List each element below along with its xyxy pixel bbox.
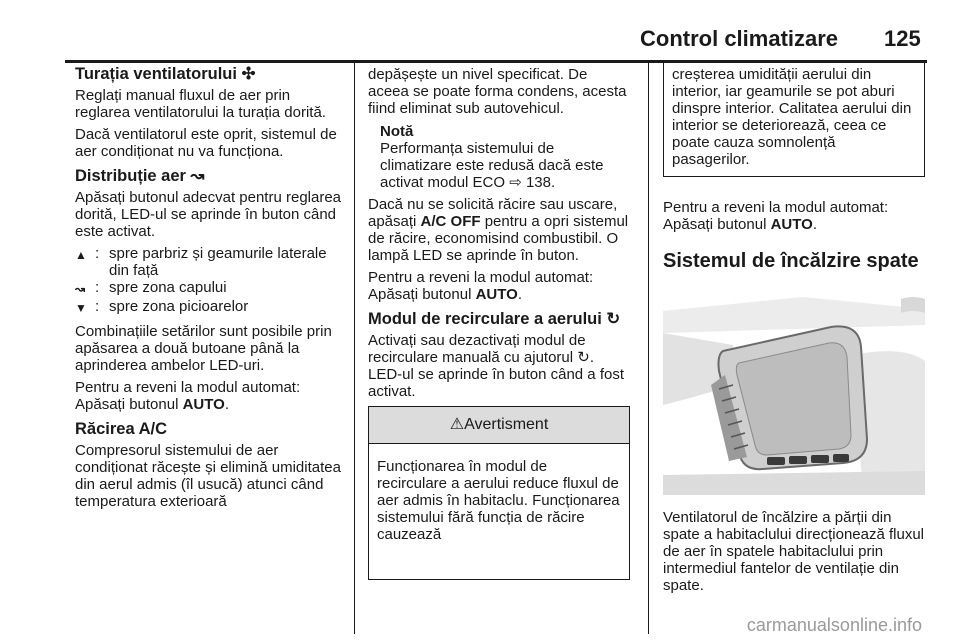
warning-header: ⚠Avertisment [369, 407, 629, 444]
legend-item: ↝ : spre zona capului [75, 279, 227, 296]
watermark: carmanualsonline.info [746, 615, 922, 635]
column-3 [663, 66, 925, 599]
page-header-title: Control climatizare [640, 26, 839, 51]
vent-slot [767, 457, 785, 465]
head-area-icon: ↝ [75, 282, 86, 296]
paragraph: Pentru a reveni la modul automat: Apăsați butonul AUTO. [663, 199, 889, 233]
seat-edge-shape [901, 297, 925, 313]
warning-box [368, 406, 630, 580]
console-top-panel [736, 343, 851, 455]
paragraph: Apăsați butonul adecvat pentru reglarea dorită, LED-ul se aprinde în buton când este activat. [75, 189, 342, 240]
paragraph: depășește un nivel specificat. De aceea se poate forma condens, acesta fiind eliminat sub autovehicul. [368, 66, 627, 117]
legend-item: ▲ : spre parbriz și geamurile laterale din față [75, 245, 327, 279]
paragraph: Dacă nu se solicită răcire sau uscare, apăsați A/C OFF pentru a opri sistemul de răcire, economisind combustibil. O lampă LED se aprinde în buton. [368, 196, 629, 264]
paragraph: Ventilatorul de încălzire a părții din spate a habitaclului direcționează fluxul de aer în spatele habitaclului prin intermediul fantelor de ventilație din spate. [663, 509, 924, 594]
distribution-legend [75, 245, 345, 317]
air-distribution-icon: ↝ [190, 167, 205, 185]
note-title: Notă [380, 123, 414, 140]
warning-text: Funcționarea în modul de recirculare a aerului reduce fluxul de aer admis în habitaclu. Funcționarea sistemului fără funcția de răcire cauzează [377, 458, 620, 543]
warning-continuation-box: creșterea umidității aerului din interior, iar geamurile se pot aburi dinspre interior. Calitatea aerului din interior se deteriorează, ceea ce poate cauza somnolență pasagerilor. [663, 62, 925, 177]
warning-icon: ⚠ [449, 416, 465, 433]
note-block: Notă Performanța sistemului de climatizare este redusă dacă este activat modul ECO ⇨ 138. [380, 123, 604, 191]
paragraph: Combinațiile setărilor sunt posibile prin apăsarea a două butoane până la aprinderea ambelor LED-uri. [75, 323, 332, 374]
rear-heating-heading: Sistemul de încălzire spate [663, 250, 919, 272]
rear-vent-illustration [663, 285, 925, 495]
paragraph: Reglați manual fluxul de aer prin reglarea ventilatorului la turația dorită. [75, 87, 326, 121]
ac-cooling-heading: Răcirea A/C [75, 420, 168, 438]
ac-off-button-label: A/C OFF [420, 213, 481, 230]
column-divider [354, 62, 355, 634]
footwell-arrow-icon: ▼ [75, 301, 87, 315]
recirculation-icon: ↻ [606, 310, 621, 328]
fan-icon: ✣ [241, 65, 256, 83]
fan-speed-heading: Turația ventilatorului ✣ [75, 65, 256, 83]
paragraph: Dacă ventilatorul este oprit, sistemul de aer condiționat nu va funcționa. [75, 126, 337, 160]
auto-button-label: AUTO [182, 396, 225, 413]
air-distribution-heading: Distribuție aer ↝ [75, 167, 205, 185]
vent-slot [833, 454, 849, 462]
page-number: 125 [884, 26, 921, 51]
auto-button-label: AUTO [770, 216, 813, 233]
paragraph: Pentru a reveni la modul automat: Apăsați butonul AUTO. [368, 269, 594, 303]
paragraph: Compresorul sistemului de aer condiționat răcește și elimină umiditatea din aerul admis (îl usucă) atunci când temperatura exterioară [75, 442, 341, 510]
vent-slot [789, 456, 807, 464]
page-reference: ⇨ 138. [509, 174, 556, 191]
column-1 [75, 66, 345, 515]
windscreen-arrow-icon: ▲ [75, 248, 87, 262]
recirculation-heading: Modul de recirculare a aerului ↻ [368, 310, 621, 328]
column-2 [368, 66, 630, 580]
auto-button-label: AUTO [475, 286, 518, 303]
paragraph: Pentru a reveni la modul automat: Apăsați butonul AUTO. [75, 379, 301, 413]
floor-shape [663, 471, 925, 495]
paragraph: Activați sau dezactivați modul de recirculare manuală cu ajutorul ↻. LED-ul se aprinde în buton când a fost activat. [368, 332, 624, 400]
column-divider [648, 62, 649, 634]
vent-slot [811, 455, 829, 463]
legend-item: ▼ : spre zona picioarelor [75, 298, 249, 315]
